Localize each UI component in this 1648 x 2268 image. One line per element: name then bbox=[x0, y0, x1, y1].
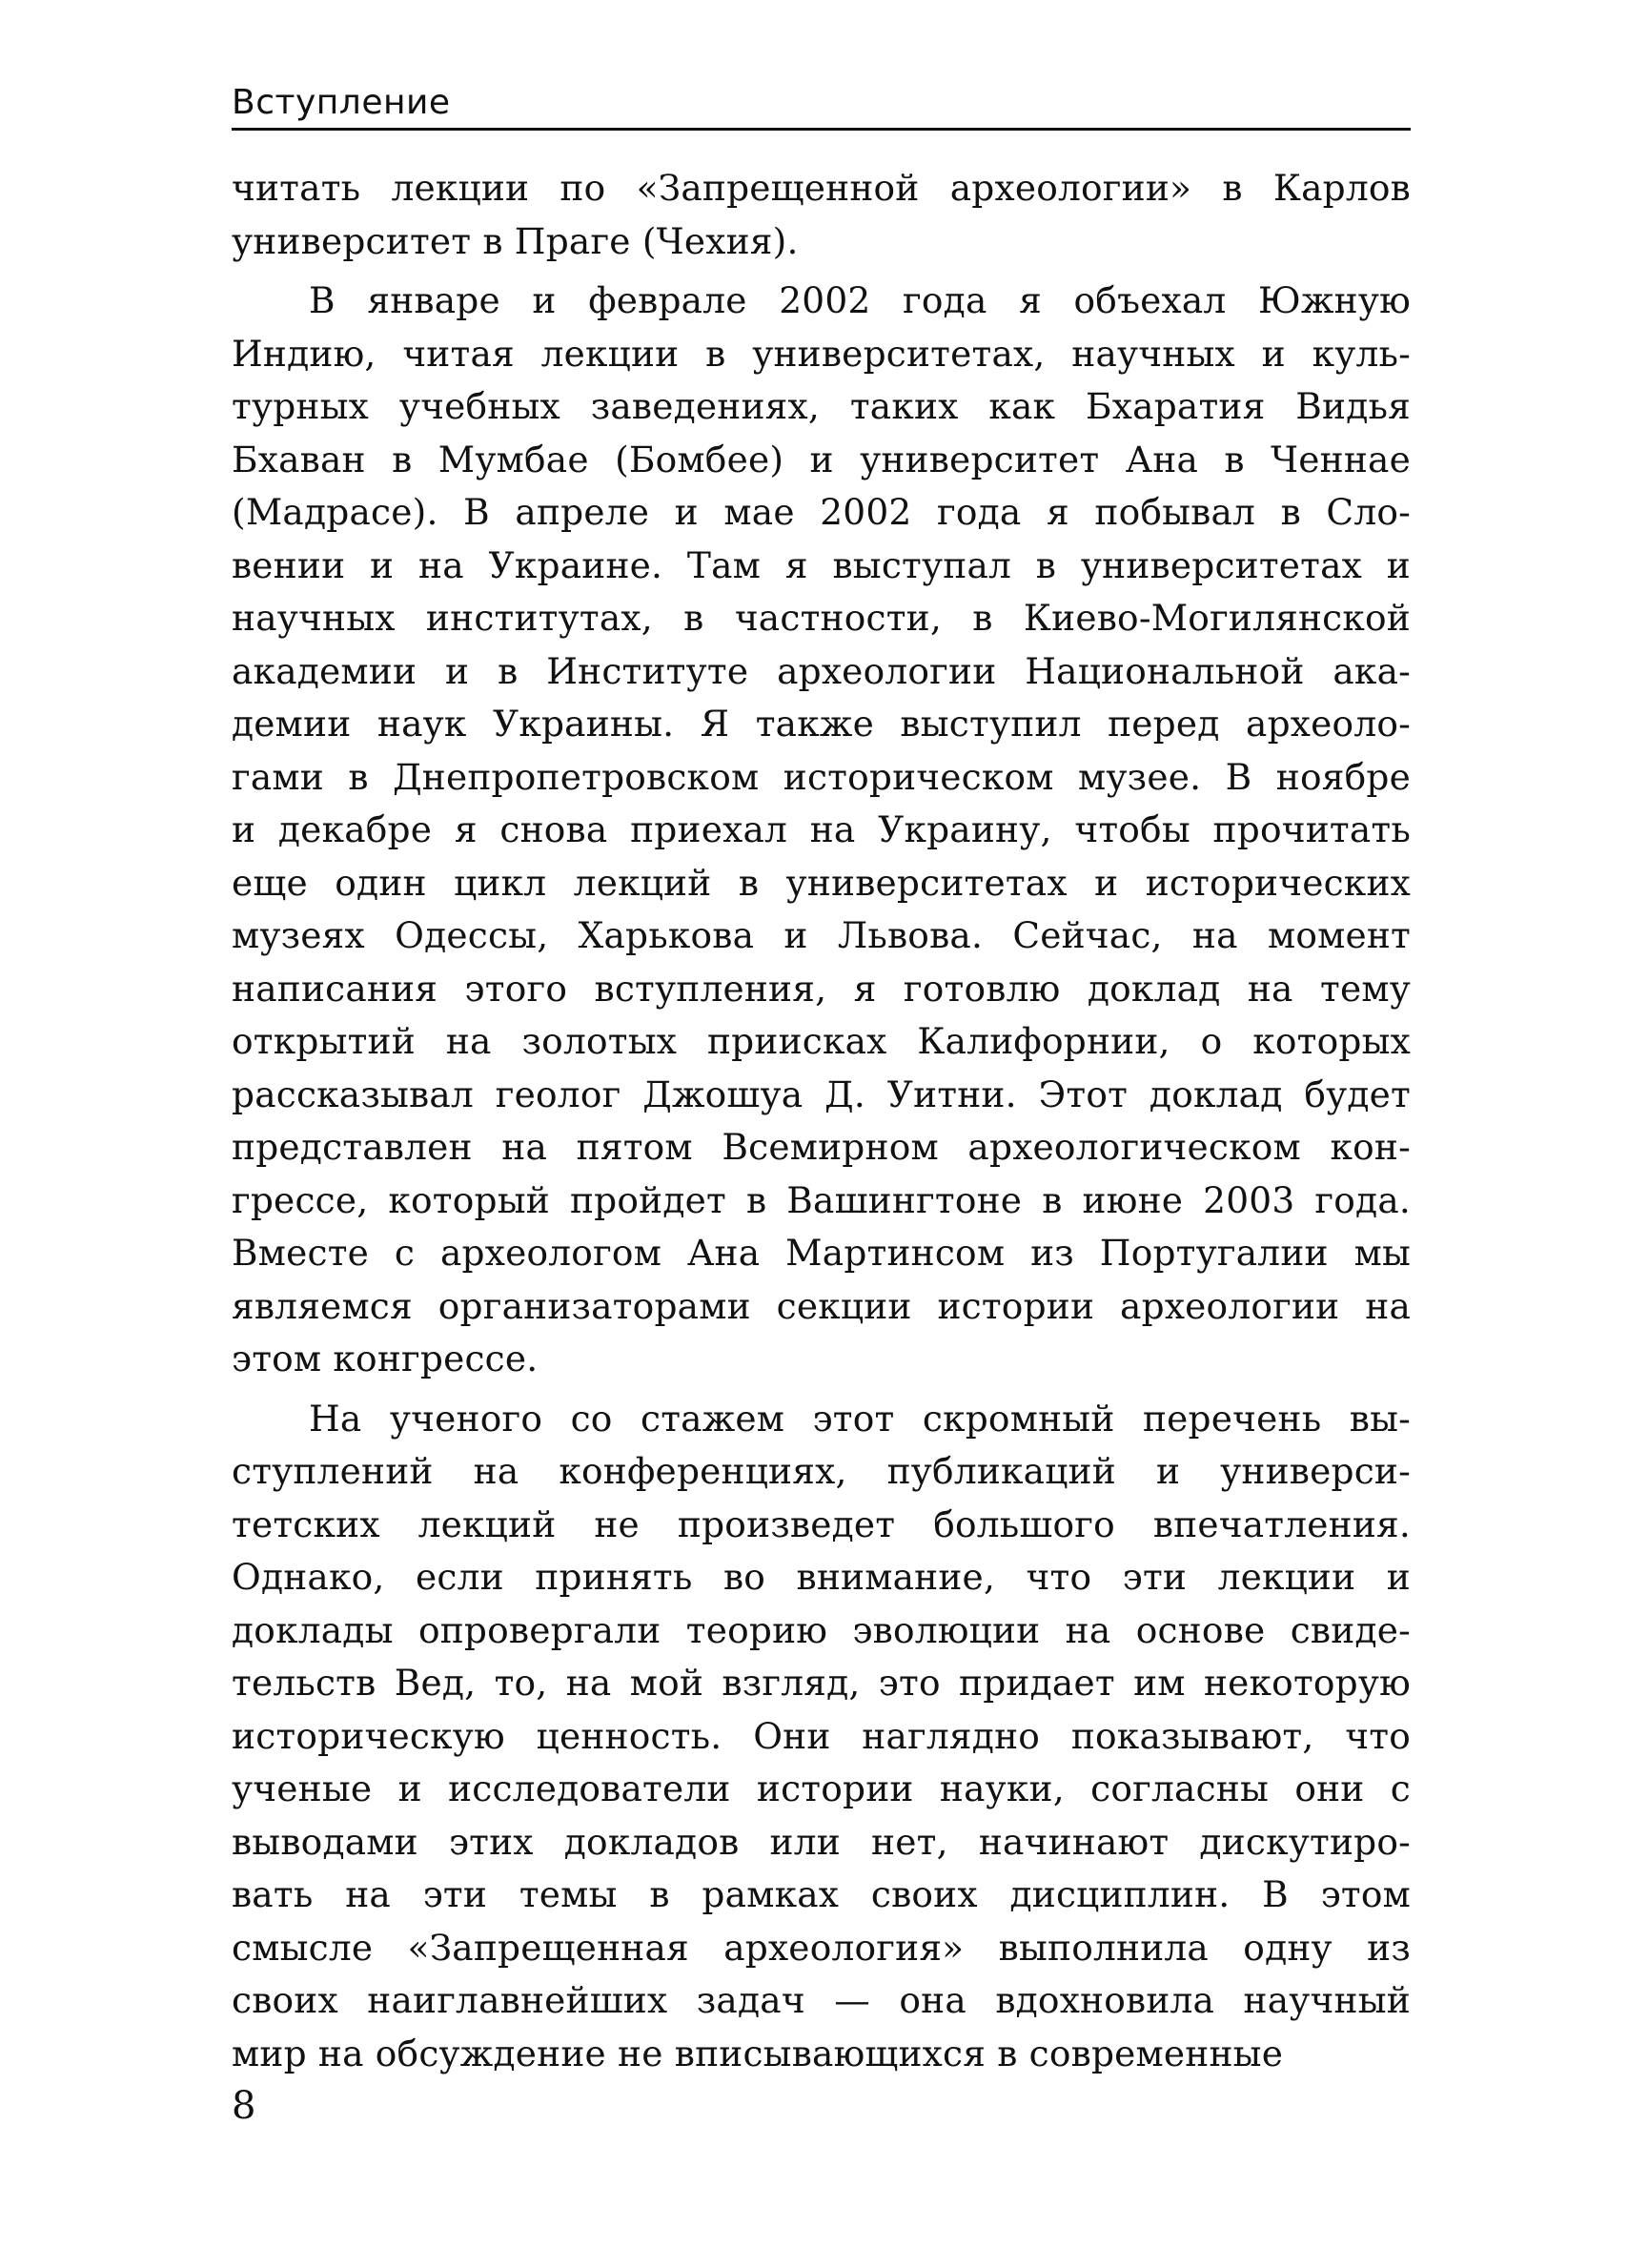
text-line: являемся организаторами секции истории археологии на bbox=[232, 1284, 1411, 1327]
paragraph-gap bbox=[232, 1386, 1411, 1393]
text-line: читать лекции по «Запрещенной археологии» в Карлов bbox=[232, 167, 1411, 209]
text-line: Однако, если принять во внимание, что эти лекции и bbox=[232, 1556, 1411, 1598]
text-line: рассказывал геолог Джошуа Д. Уитни. Этот доклад будет bbox=[232, 1073, 1411, 1115]
text-line: (Мадрасе). В апреле и мае 2002 года я побывал в Сло- bbox=[232, 491, 1411, 533]
paragraph bbox=[232, 275, 1411, 1386]
text-line: своих наиглавнейших задач — она вдохновила научный bbox=[232, 1979, 1411, 2021]
text-line: доклады опровергали теорию эволюции на основе свиде- bbox=[232, 1608, 1411, 1651]
text-line: музеях Одессы, Харькова и Львова. Сейчас, на момент bbox=[232, 914, 1411, 956]
text-line: В январе и феврале 2002 года я объехал Южную bbox=[309, 279, 1411, 321]
text-line: историческую ценность. Они наглядно показывают, что bbox=[232, 1714, 1411, 1757]
text-line: академии и в Институте археологии Национальной ака- bbox=[232, 649, 1411, 692]
paragraph bbox=[232, 1393, 1411, 2081]
text-line: Индию, читая лекции в университетах, научных и куль- bbox=[232, 332, 1411, 375]
text-line: гами в Днепропетровском историческом музее. В ноябре bbox=[232, 755, 1411, 798]
paragraph-gap bbox=[232, 268, 1411, 275]
text-line: демии наук Украины. Я также выступил перед археоло- bbox=[232, 703, 1411, 745]
text-line: написания этого вступления, я готовлю доклад на тему bbox=[232, 967, 1411, 1010]
text-line: На ученого со стажем этот скромный перечень вы- bbox=[309, 1397, 1411, 1440]
text-line: ученые и исследователи истории науки, согласны они с bbox=[232, 1767, 1411, 1809]
page-number: 8 bbox=[232, 2084, 256, 2128]
body-text bbox=[232, 162, 1411, 2080]
text-line: смысле «Запрещенная археология» выполнила одну из bbox=[232, 1926, 1411, 1969]
text-line: грессе, который пройдет в Вашингтоне в июне 2003 года. bbox=[232, 1178, 1411, 1221]
text-line: научных институтах, в частности, в Киево-Могилянской bbox=[232, 597, 1411, 639]
text-line: вать на эти темы в рамках своих дисциплин. В этом bbox=[232, 1873, 1411, 1915]
running-head-title: Вступление bbox=[232, 83, 451, 122]
paragraph bbox=[232, 162, 1411, 268]
text-line: тетских лекций не произведет большого впечатления. bbox=[232, 1502, 1411, 1545]
text-line: представлен на пятом Всемирном археологическом кон- bbox=[232, 1126, 1411, 1168]
text-line: выводами этих докладов или нет, начинают дискутиро- bbox=[232, 1820, 1411, 1863]
text-line: еще один цикл лекций в университетах и исторических bbox=[232, 861, 1411, 904]
text-line: турных учебных заведениях, таких как Бхаратия Видья bbox=[232, 385, 1411, 427]
text-line: и декабре я снова приехал на Украину, чтобы прочитать bbox=[232, 808, 1411, 850]
text-line: Бхаван в Мумбае (Бомбее) и университет Ана в Ченнае bbox=[232, 438, 1411, 480]
text-line: мир на обсуждение не вписывающихся в современные bbox=[232, 2032, 1284, 2074]
header-rule bbox=[232, 128, 1411, 131]
text-line: этом конгрессе. bbox=[232, 1338, 539, 1379]
text-line: ступлений на конференциях, публикаций и универси- bbox=[232, 1450, 1411, 1492]
text-line: тельств Вед, то, на мой взгляд, это придает им некоторую bbox=[232, 1662, 1411, 1704]
text-line: университет в Праге (Чехия). bbox=[232, 219, 799, 262]
text-line: вении и на Украине. Там я выступал в университетах и bbox=[232, 543, 1411, 586]
text-line: открытий на золотых приисках Калифорнии, о которых bbox=[232, 1020, 1411, 1062]
text-line: Вместе с археологом Ана Мартинсом из Португалии мы bbox=[232, 1232, 1411, 1274]
